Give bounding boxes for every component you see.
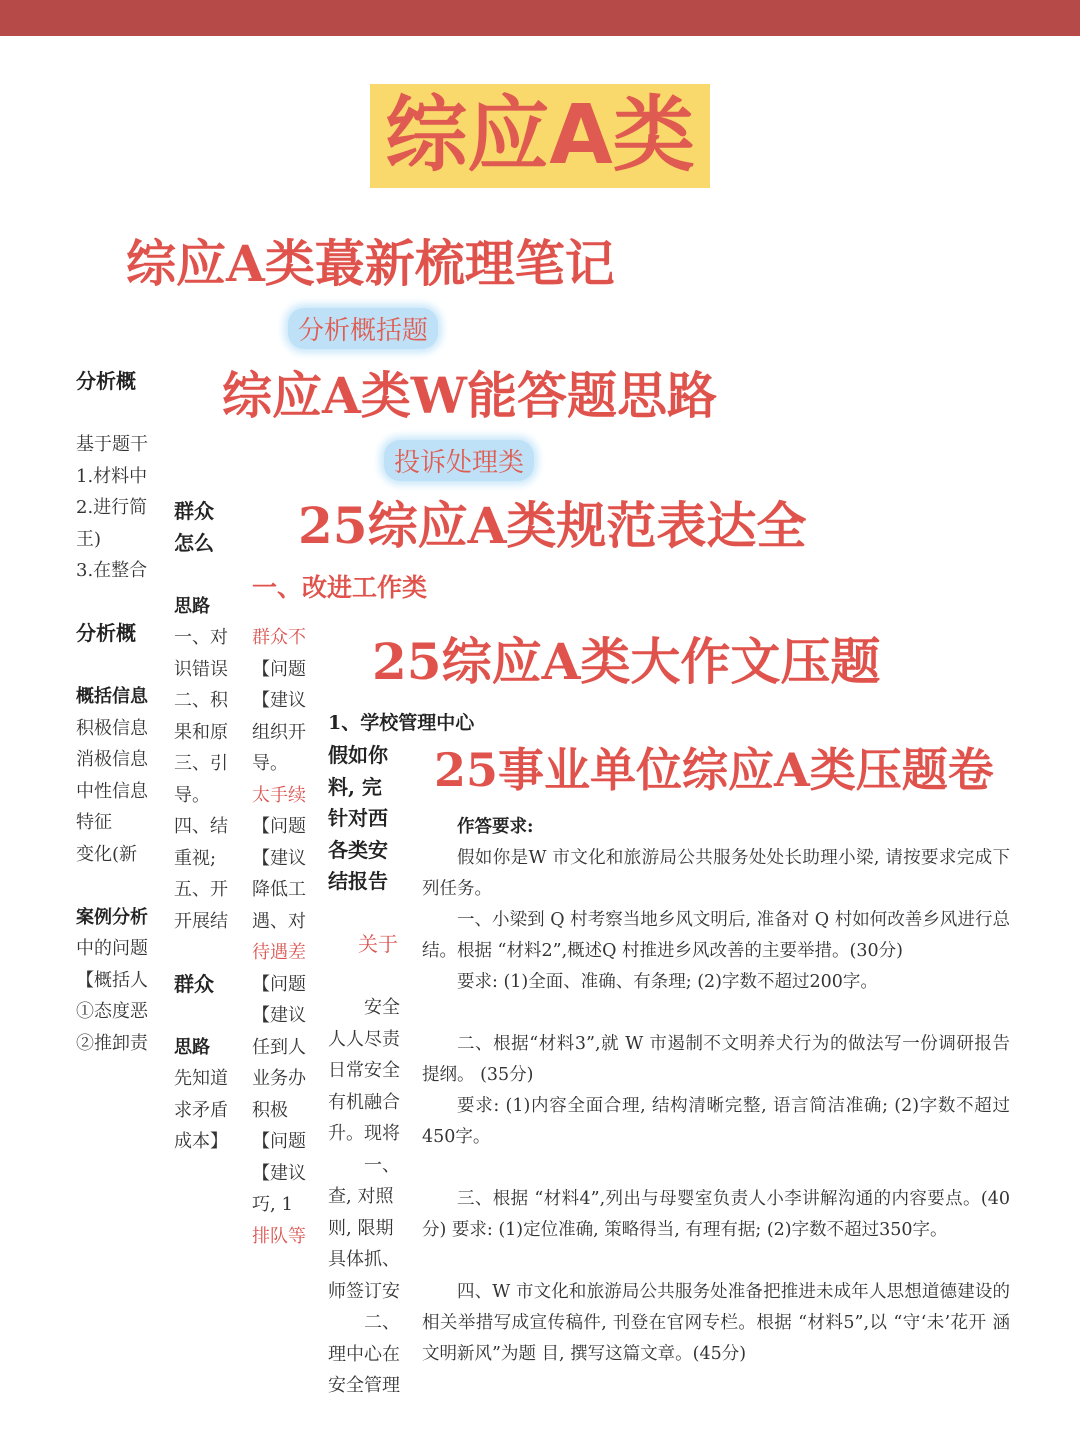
- sheet4-line: [328, 898, 408, 930]
- question-3: 三、根据 “材料4”,列出与母婴室负责人小李讲解沟通的内容要点。(40分) 要求: (1)定位准确, 策略得当, 有理有据; (2)字数不超过350字。: [422, 1189, 1010, 1240]
- sheet1-text: [76, 366, 148, 1054]
- sheet1-line: [76, 650, 142, 682]
- requirement-title: 作答要求:: [457, 817, 534, 837]
- sheet2-text: [174, 496, 228, 1152]
- sheet3-line: 【问题: [252, 973, 306, 995]
- sheet3-line: 组织开: [252, 721, 306, 743]
- sheet3-line: 降低工: [252, 879, 306, 900]
- sheet2-line: 求矛盾: [174, 1099, 228, 1121]
- school-management-title: 1、学校管理中心: [328, 712, 475, 734]
- doc-intro: 假如你是W 市文化和旅游局公共服务处处长助理小梁, 请按要求完成下列任务。: [422, 848, 1010, 899]
- sheet3-line: 【建议: [252, 1162, 306, 1184]
- sheet3-line: 业务办: [252, 1068, 306, 1089]
- sheet4-line: 具体抓、: [328, 1249, 400, 1270]
- sheet1-line: 分析概: [76, 369, 136, 393]
- sheet1-line: 2.进行简: [76, 497, 148, 518]
- sheet1-line: 中性信息: [76, 780, 148, 802]
- sheet4-line: 查, 对照: [328, 1186, 394, 1207]
- sheet1-line: 中的问题: [76, 938, 148, 959]
- sheet2-line: 一、对: [174, 627, 228, 648]
- sheet2-line: 重视;: [174, 847, 217, 869]
- sheet3-line: 积极: [252, 1099, 288, 1121]
- section-improve-work: 一、改进工作类: [252, 573, 428, 602]
- heading-notes: 综应A类蕞新梳理笔记: [126, 234, 615, 293]
- sheet3-line: 遇、对: [252, 910, 306, 932]
- sheet4-line: 人人尽责: [328, 1028, 400, 1050]
- sheet2-line: 成本】: [174, 1131, 228, 1152]
- sheet4-line: 安全: [364, 997, 400, 1018]
- sheet3-line: 群众不: [252, 627, 306, 648]
- exam-document: [422, 812, 1010, 1370]
- sheet1-line: [76, 587, 142, 619]
- sheet4-line: 假如你: [328, 743, 388, 767]
- sheet4-line: 日常安全: [328, 1060, 400, 1081]
- sheet4-line: 料, 完: [328, 774, 382, 799]
- sheet4-line: 师签订安: [328, 1280, 400, 1302]
- sheet2-line: 五、开: [174, 879, 228, 900]
- sheet3-line: 【问题: [252, 1131, 306, 1152]
- sheet4-line: 有机融合: [328, 1091, 400, 1113]
- sheet2-line: 导。: [174, 784, 210, 806]
- sheet3-line: 【问题: [252, 658, 306, 680]
- sheet4-line: 安全管理: [328, 1375, 400, 1396]
- sheet1-line: 基于题干: [76, 434, 148, 455]
- question-2: 二、根据“材料3”,就 W 市遏制不文明养犬行为的做法写一份调研报告提纲。 (35分): [422, 1034, 1010, 1085]
- sheet2-line: 思路: [174, 1036, 210, 1058]
- sheet1-line: ②推卸责: [76, 1032, 148, 1054]
- sheet2-line: 三、引: [174, 753, 228, 774]
- sheet4-line: 关于: [358, 932, 398, 956]
- sheet4-line: 结报告: [328, 869, 388, 893]
- sheet4-line: 理中心在: [328, 1343, 400, 1365]
- sheet4-line: 二、: [364, 1312, 400, 1333]
- heading-essay: 25综应A类大作文压题: [372, 632, 881, 691]
- sheet2-line: 二、积: [174, 690, 228, 711]
- question-4: 四、W 市文化和旅游局公共服务处准备把推进未成年人思想道德建设的相关举措写成宣传稿件, 刊登在官网专栏。根据 “材料5”,以 “守‘未’花开 涵文明新风”为题 目, 撰写这篇文章。(45分): [422, 1282, 1010, 1364]
- heading-exam-paper: 25事业单位综应A类压题卷: [434, 743, 994, 797]
- sheet4-line: 一、: [364, 1154, 400, 1176]
- sheet3-line: 【建议: [252, 690, 306, 711]
- tag-complaint: 投诉处理类: [384, 440, 534, 481]
- heading-answer-ideas: 综应A类W能答题思路: [222, 366, 717, 425]
- sheet1-line: [76, 870, 142, 902]
- sheet3-line: 任到人: [252, 1036, 306, 1058]
- sheet3-line: 【建议: [252, 1005, 306, 1026]
- sheet2-line: 先知道: [174, 1068, 228, 1089]
- heading-expression: 25综应A类规范表达全: [298, 496, 807, 555]
- sheet1-line: 【概括人: [76, 969, 148, 991]
- sheet1-line: 变化(新: [76, 843, 138, 865]
- sheet1-line: 3.在整合: [76, 560, 148, 581]
- sheet2-line: 开展结: [174, 910, 228, 932]
- sheet4-line: 各类安: [328, 837, 388, 862]
- sheet4-text: [328, 740, 408, 1400]
- sheet2-line: 果和原: [174, 721, 228, 743]
- sheet3-line: 巧, 1: [252, 1194, 293, 1215]
- sheet3-line: 太手续: [252, 784, 306, 806]
- sheet1-line: [76, 398, 142, 430]
- sheet2-line: 群众: [174, 971, 214, 996]
- sheet1-line: ①态度恶: [76, 1001, 148, 1022]
- sheet4-line: 针对西: [328, 806, 388, 830]
- sheet1-line: 案例分析: [76, 906, 148, 928]
- sheet4-line: [328, 961, 408, 993]
- sheet1-line: 特征: [76, 812, 112, 833]
- sheet4-line: 升。现将: [328, 1123, 400, 1144]
- sheet1-line: 分析概: [76, 621, 136, 645]
- top-banner: [0, 0, 1080, 36]
- sheet1-line: 消极信息: [76, 749, 148, 770]
- question-1-requirement: 要求: (1)全面、准确、有条理; (2)字数不超过200字。: [457, 972, 878, 992]
- sheet3-line: 待遇差: [252, 942, 306, 963]
- cover-title: 综应A类: [370, 84, 710, 188]
- sheet2-line: 怎么: [174, 530, 214, 555]
- sheet3-line: 排队等: [252, 1225, 306, 1247]
- sheet3-line: 【问题: [252, 816, 306, 837]
- sheet3-text: [252, 622, 306, 1262]
- sheet2-line: [174, 937, 220, 969]
- sheet2-line: [174, 1000, 220, 1032]
- sheet1-line: 积极信息: [76, 717, 148, 739]
- sheet2-line: [174, 559, 220, 591]
- sheet2-line: 识错误: [174, 658, 228, 680]
- question-2-requirement: 要求: (1)内容全面合理, 结构清晰完整, 语言简洁准确; (2)字数不超过450字。: [422, 1096, 1010, 1147]
- sheet1-line: 概括信息: [76, 686, 148, 707]
- tag-analysis: 分析概括题: [288, 308, 438, 349]
- sheet2-line: 思路: [174, 595, 210, 617]
- sheet1-line: 1.材料中: [76, 465, 148, 487]
- sheet4-line: 则, 限期: [328, 1217, 394, 1239]
- sheet3-line: 导。: [252, 753, 288, 774]
- sheet2-line: 群众: [174, 499, 214, 523]
- sheet1-line: 王): [76, 528, 102, 550]
- sheet3-line: 【建议: [252, 847, 306, 869]
- sheet2-line: 四、结: [174, 816, 228, 837]
- question-1: 一、小梁到 Q 村考察当地乡风文明后, 准备对 Q 村如何改善乡风进行总结。根据 “材料2”,概述Q 村推进乡风改善的主要举措。(30分): [422, 910, 1010, 961]
